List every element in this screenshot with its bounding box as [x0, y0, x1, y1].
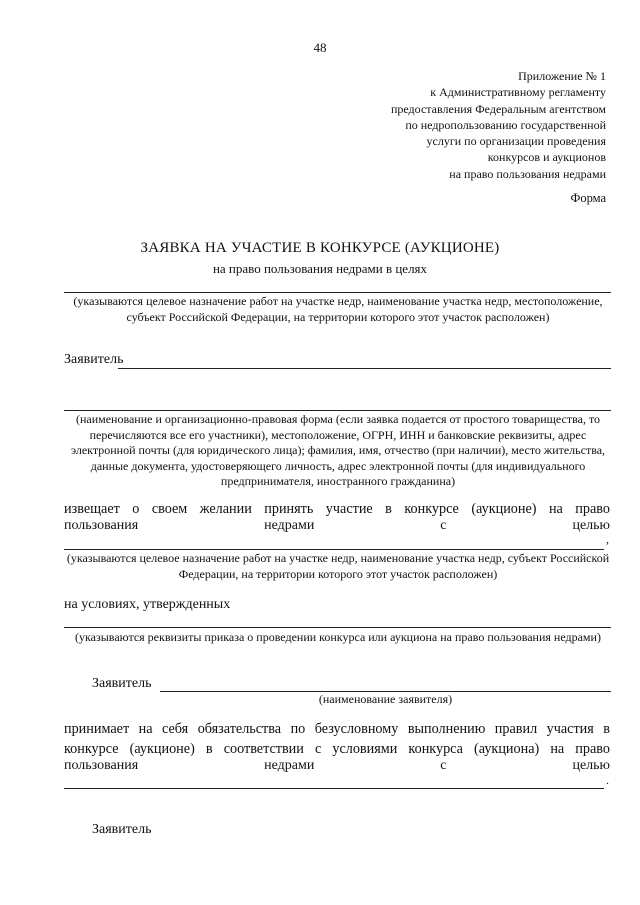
purpose-field-line[interactable]: [64, 292, 611, 293]
purpose-words-line: [64, 518, 610, 534]
purpose-word: с: [440, 758, 447, 773]
conditions-hint: (указываются реквизиты приказа о проведении конкурса или аукциона на право пользования недрами): [75, 630, 601, 644]
conditions-label: на условиях, утвержденных: [64, 597, 231, 612]
appendix-line: к Административному регламенту: [430, 85, 606, 100]
purpose-words-line-2: [64, 758, 610, 774]
purpose-word: недрами: [264, 758, 315, 773]
applicant-label-2: Заявитель: [92, 676, 152, 691]
applicant-label: Заявитель: [64, 352, 124, 367]
purpose-field-line-2[interactable]: [64, 549, 604, 550]
appendix-line: услуги по организации проведения: [426, 134, 606, 149]
appendix-line: на право пользования недрами: [449, 166, 606, 181]
appendix-block: [306, 68, 606, 182]
applicant-details-hint: (наименование и организационно-правовая форма (если заявка подается от простого товарищества, то перечисляются все его участники), местоположение, ОГРН, ИНН и банковские реквизиты, адрес электронной почты (для юридического лица); фамилия, имя, отчество (при наличии), место жительства, данные документа, удостоверяющего личность, адрес электронной почты (для индивидуального предпринимателя, иностранного гражданина): [70, 412, 606, 488]
appendix-line: предоставления Федеральным агентством: [390, 101, 606, 116]
appendix-line: конкурсов и аукционов: [487, 150, 606, 165]
form-label: Форма: [570, 191, 606, 205]
appendix-line: Приложение № 1: [518, 69, 606, 83]
purpose-field-line-3[interactable]: [64, 788, 604, 789]
applicant-details-line[interactable]: [64, 410, 611, 411]
purpose-word: целью: [572, 758, 610, 773]
purpose-word: пользования: [64, 518, 139, 533]
purpose-hint: (указываются целевое назначение работ на участке недр, наименование участка недр, местоположение, субъект Российской Федерации, на территории которого этот участок расположен): [73, 294, 603, 324]
purpose-word: пользования: [64, 758, 139, 773]
obligation-text: принимает на себя обязательства по безусловному выполнению правил участия в конкурсе (аукционе) в соответствии с условиями конкурса (аукциона) на право: [64, 721, 610, 757]
purpose-hint-2: (указываются целевое назначение работ на участке недр, наименование участка недр, субъект Российской Федерации, на территории которого этот участок расположен): [66, 551, 610, 581]
period-mark: .: [606, 773, 609, 787]
conditions-field-line[interactable]: [64, 627, 611, 628]
document-title: ЗАЯВКА НА УЧАСТИЕ В КОНКУРСЕ (АУКЦИОНЕ): [140, 240, 500, 256]
appendix-line: по недропользованию государственной: [405, 117, 606, 132]
purpose-word: целью: [572, 518, 610, 533]
applicant-name-hint: (наименование заявителя): [318, 692, 453, 706]
purpose-word: недрами: [264, 518, 315, 533]
purpose-word: с: [440, 518, 447, 533]
comma-mark: ,: [606, 532, 609, 546]
document-subtitle: на право пользования недрами в целях: [212, 261, 428, 276]
applicant-label-3: Заявитель: [92, 822, 152, 837]
page-number: 48: [313, 40, 327, 55]
notify-text: извещает о своем желании принять участие в конкурсе (аукционе) на право: [64, 501, 610, 517]
applicant-field-line[interactable]: [118, 368, 611, 369]
